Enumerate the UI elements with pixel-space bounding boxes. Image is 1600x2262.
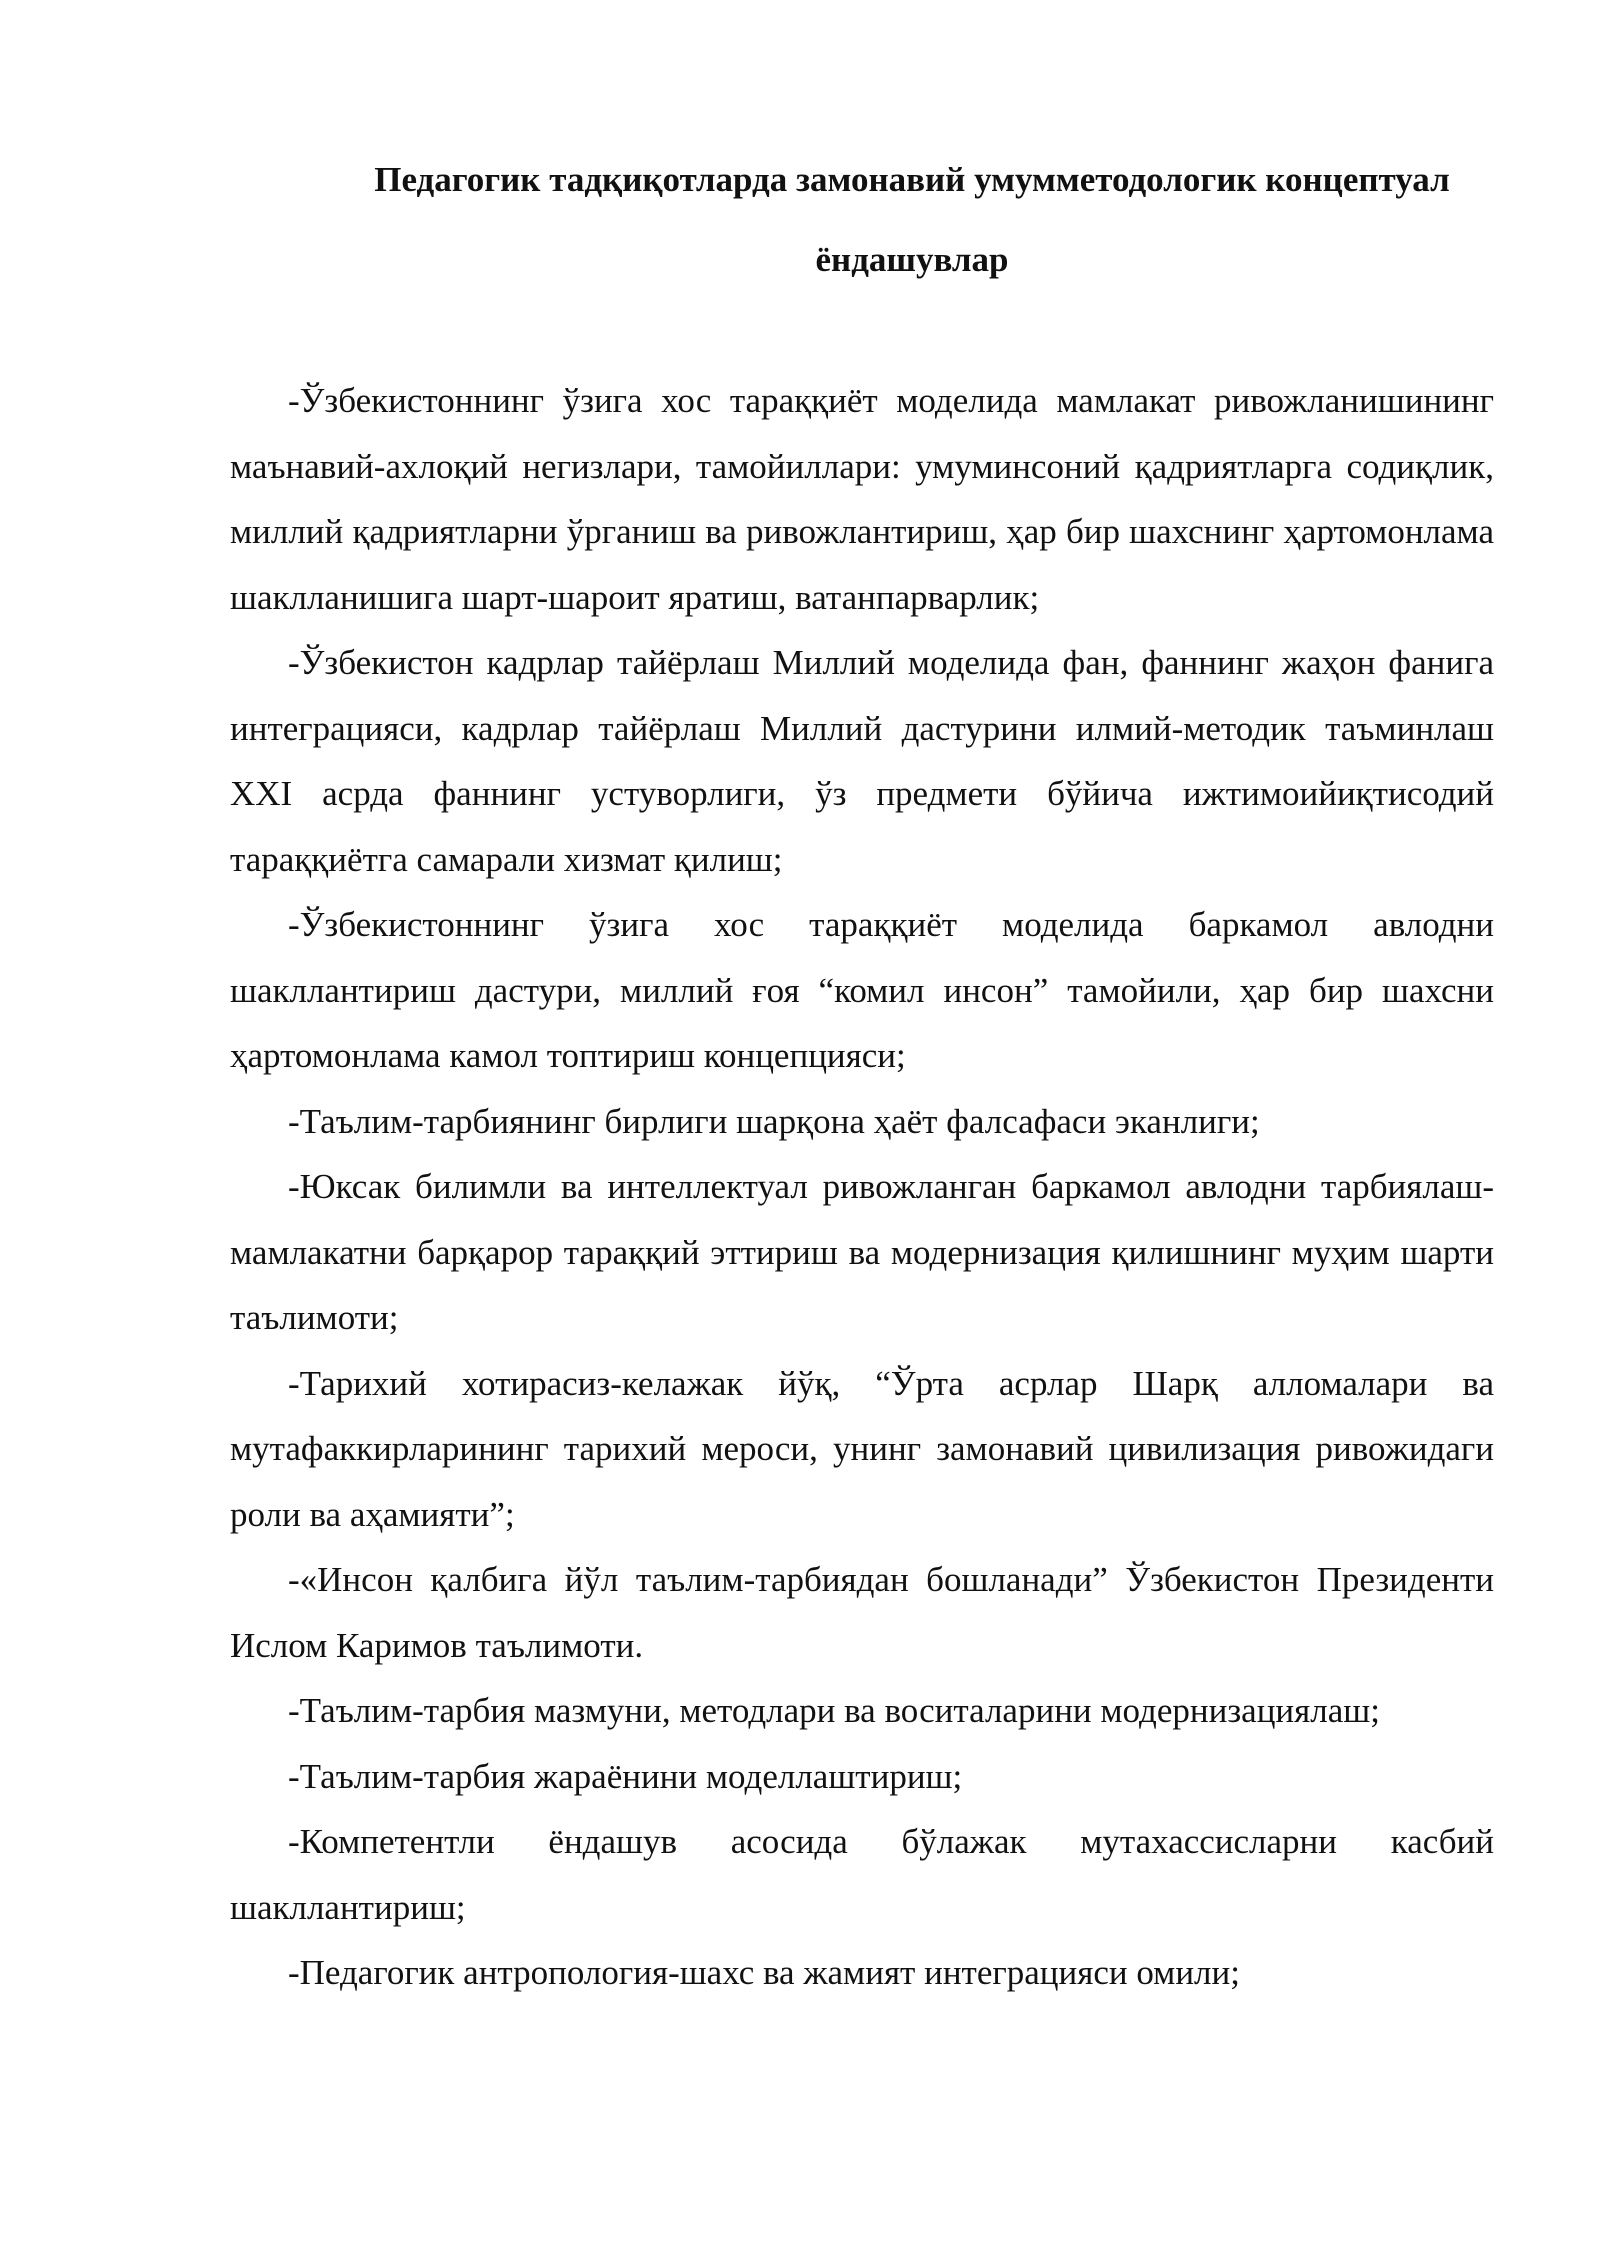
paragraph-9: -Таълим-тарбия жараёнини моделлаштириш; xyxy=(288,1756,963,1796)
title-line-2: ёндашувлар xyxy=(815,240,1009,279)
paragraph-11: -Педагогик антропология-шахс ва жамият интеграцияси омили; xyxy=(288,1953,1240,1992)
paragraph-10: -Компетентли ёндашув асосида бўлажак мутахассисларни касбий шакллантириш; xyxy=(230,1822,1494,1927)
paragraph-1: -Ўзбекистоннинг ўзига хос тараққиёт моделида мамлакат ривожланишининг маънавий-ахлоқий негизлари, тамойиллари: умуминсоний қадриятларга содиқлик, миллий қадриятларни ўрганиш ва ривожлантириш, ҳар бир шахснинг ҳартомонлама шаклланишига шарт-шароит яратиш, ватанпарварлик; xyxy=(230,381,1494,617)
title-line-1: Педагогик тадқиқотларда замонавий умумметодологик концептуал xyxy=(374,160,1450,199)
paragraph-7: -«Инсон қалбига йўл таълим-тарбиядан бошланади” Ўзбекистон Президенти Ислом Каримов таълимоти. xyxy=(230,1560,1494,1665)
paragraph-5: -Юксак билимли ва интеллектуал ривожланган баркамол авлодни тарбиялаш-мамлакатни барқарор тараққий эттириш ва модернизация қилишнинг муҳим шарти таълимоти; xyxy=(230,1167,1494,1337)
page-title xyxy=(230,140,1494,300)
paragraph-8: -Таълим-тарбия мазмуни, методлари ва воситаларини модернизациялаш; xyxy=(288,1691,1380,1730)
paragraph-2: -Ўзбекистон кадрлар тайёрлаш Миллий моделида фан, фаннинг жаҳон фанига интеграцияси, кадрлар тайёрлаш Миллий дастурини илмий-методик таъминлаш XXI асрда фаннинг устуворлиги, ўз предмети бўйича ижтимоийиқтисодий тараққиётга самарали хизмат қилиш; xyxy=(230,643,1494,879)
paragraph-4: -Таълим-тарбиянинг бирлиги шарқона ҳаёт фалсафаси эканлиги; xyxy=(288,1101,1260,1141)
paragraph-3: -Ўзбекистоннинг ўзига хос тараққиёт моделида баркамол авлодни шакллантириш дастури, миллий ғоя “комил инсон” тамойили, ҳар бир шахсни ҳартомонлама камол топтириш концепцияси; xyxy=(230,905,1494,1075)
document-page xyxy=(230,140,1494,2006)
paragraph-6: -Тарихий хотирасиз-келажак йўқ, “Ўрта асрлар Шарқ алломалари ва мутафаккирларининг тарихий мероси, унинг замонавий цивилизация ривожидаги роли ва аҳамияти”; xyxy=(230,1363,1494,1534)
